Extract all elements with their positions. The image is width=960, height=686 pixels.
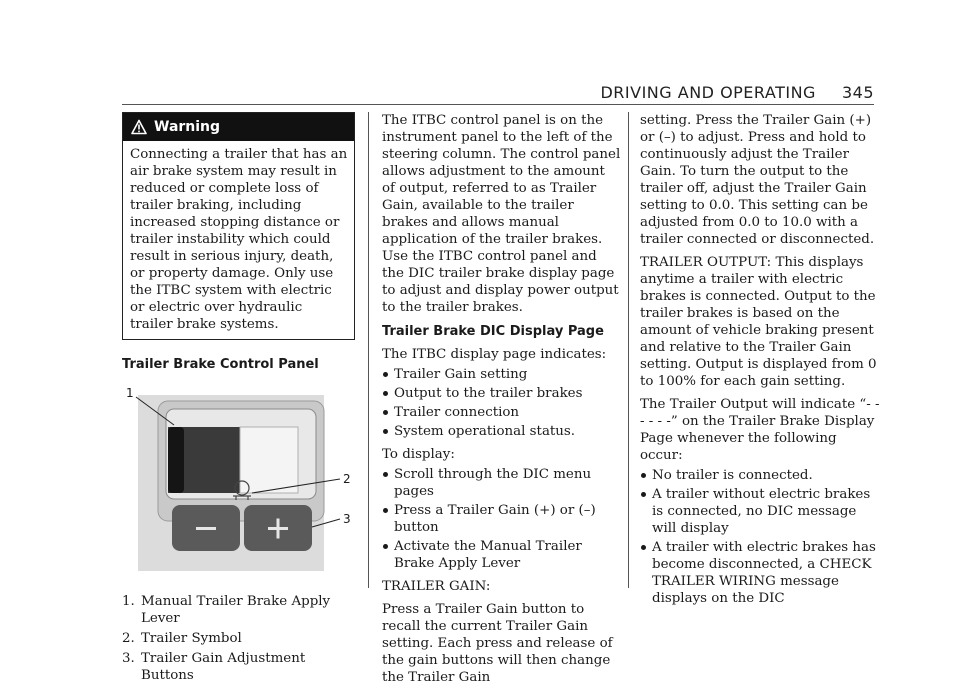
list-item: Press a Trailer Gain (+) or (–) button <box>382 502 622 536</box>
warning-text: Connecting a trailer that has an air brake system may result in reduced or complete loss of trailer braking, including increased stopping distance or trailer instability which could result in serious injury, death, or property damage. Only use the ITBC system with electric or electric over hydraulic trailer brake systems. <box>130 147 348 332</box>
warning-box <box>122 112 355 340</box>
header-rule <box>122 104 874 105</box>
callout-2: 2 <box>343 472 351 486</box>
column-divider-1 <box>368 112 369 588</box>
trailer-output-text: TRAILER OUTPUT: This displays anytime a trailer with electric brakes is connected. Output to the trailer brakes is based on the amount of vehicle braking present and relative to the Trailer Gain setting. Output is displayed from 0 to 100% for each gain setting. <box>640 255 877 389</box>
dic-intro: The ITBC display page indicates: <box>382 347 607 362</box>
page-number: 345 <box>841 83 874 102</box>
list-item: Scroll through the DIC menu pages <box>382 466 622 500</box>
output-indicate-text: The Trailer Output will indicate “- - - - - -” on the Trailer Brake Display Page whenever the following occur: <box>640 397 880 463</box>
section-title: DRIVING AND OPERATING <box>600 83 816 102</box>
list-item: No trailer is connected. <box>640 467 880 484</box>
running-header <box>600 83 874 102</box>
list-item: A trailer without electric brakes is connected, no DIC message will display <box>640 486 880 537</box>
legend-item: 3. Trailer Gain Adjustment Buttons <box>122 651 306 683</box>
itbc-intro: The ITBC control panel is on the instrument panel to the left of the steering column. The control panel allows adjustment to the amount of output, referred to as Trailer Gain, available to the trailer brakes and allows manual application of the trailer brakes. Use the ITBC control panel and the DIC trailer brake display page to adjust and display power output to the trailer brakes. <box>382 113 621 315</box>
list-item: Output to the trailer brakes <box>382 385 622 402</box>
list-item: Trailer Gain setting <box>382 366 622 383</box>
warning-header <box>123 113 354 141</box>
column-1 <box>122 112 354 684</box>
legend-item: 1. Manual Trailer Brake Apply Lever <box>122 594 331 626</box>
list-item: Trailer connection <box>382 404 622 421</box>
trailer-gain-label: TRAILER GAIN: <box>382 579 491 594</box>
control-panel-figure <box>122 385 354 575</box>
callout-3: 3 <box>343 512 351 526</box>
trailer-gain-text: Press a Trailer Gain button to recall the current Trailer Gain setting. Each press and release of the gain buttons will then change the Trailer Gain <box>382 602 613 685</box>
list-item: System operational status. <box>382 423 622 440</box>
legend-item: 2. Trailer Symbol <box>122 631 242 646</box>
callout-1: 1 <box>126 386 134 400</box>
to-display-label: To display: <box>382 447 455 462</box>
list-item: Activate the Manual Trailer Brake Apply Lever <box>382 538 622 572</box>
column-2 <box>382 112 622 686</box>
figure-legend <box>122 593 354 684</box>
warning-icon <box>131 119 147 135</box>
column-3 <box>640 112 880 607</box>
column-divider-2 <box>628 112 629 588</box>
dic-heading: Trailer Brake DIC Display Page <box>382 324 604 339</box>
warning-title: Warning <box>154 118 221 135</box>
list-item: A trailer with electric brakes has become disconnected, a CHECK TRAILER WIRING message displays on the DIC <box>640 539 880 607</box>
gain-continued: setting. Press the Trailer Gain (+) or (–) to adjust. Press and hold to continuously adjust the Trailer Gain. To turn the output to the trailer off, adjust the Trailer Gain setting to 0.0. This setting can be adjusted from 0.0 to 10.0 with a trailer connected or disconnected. <box>640 113 875 247</box>
panel-heading: Trailer Brake Control Panel <box>122 357 319 372</box>
